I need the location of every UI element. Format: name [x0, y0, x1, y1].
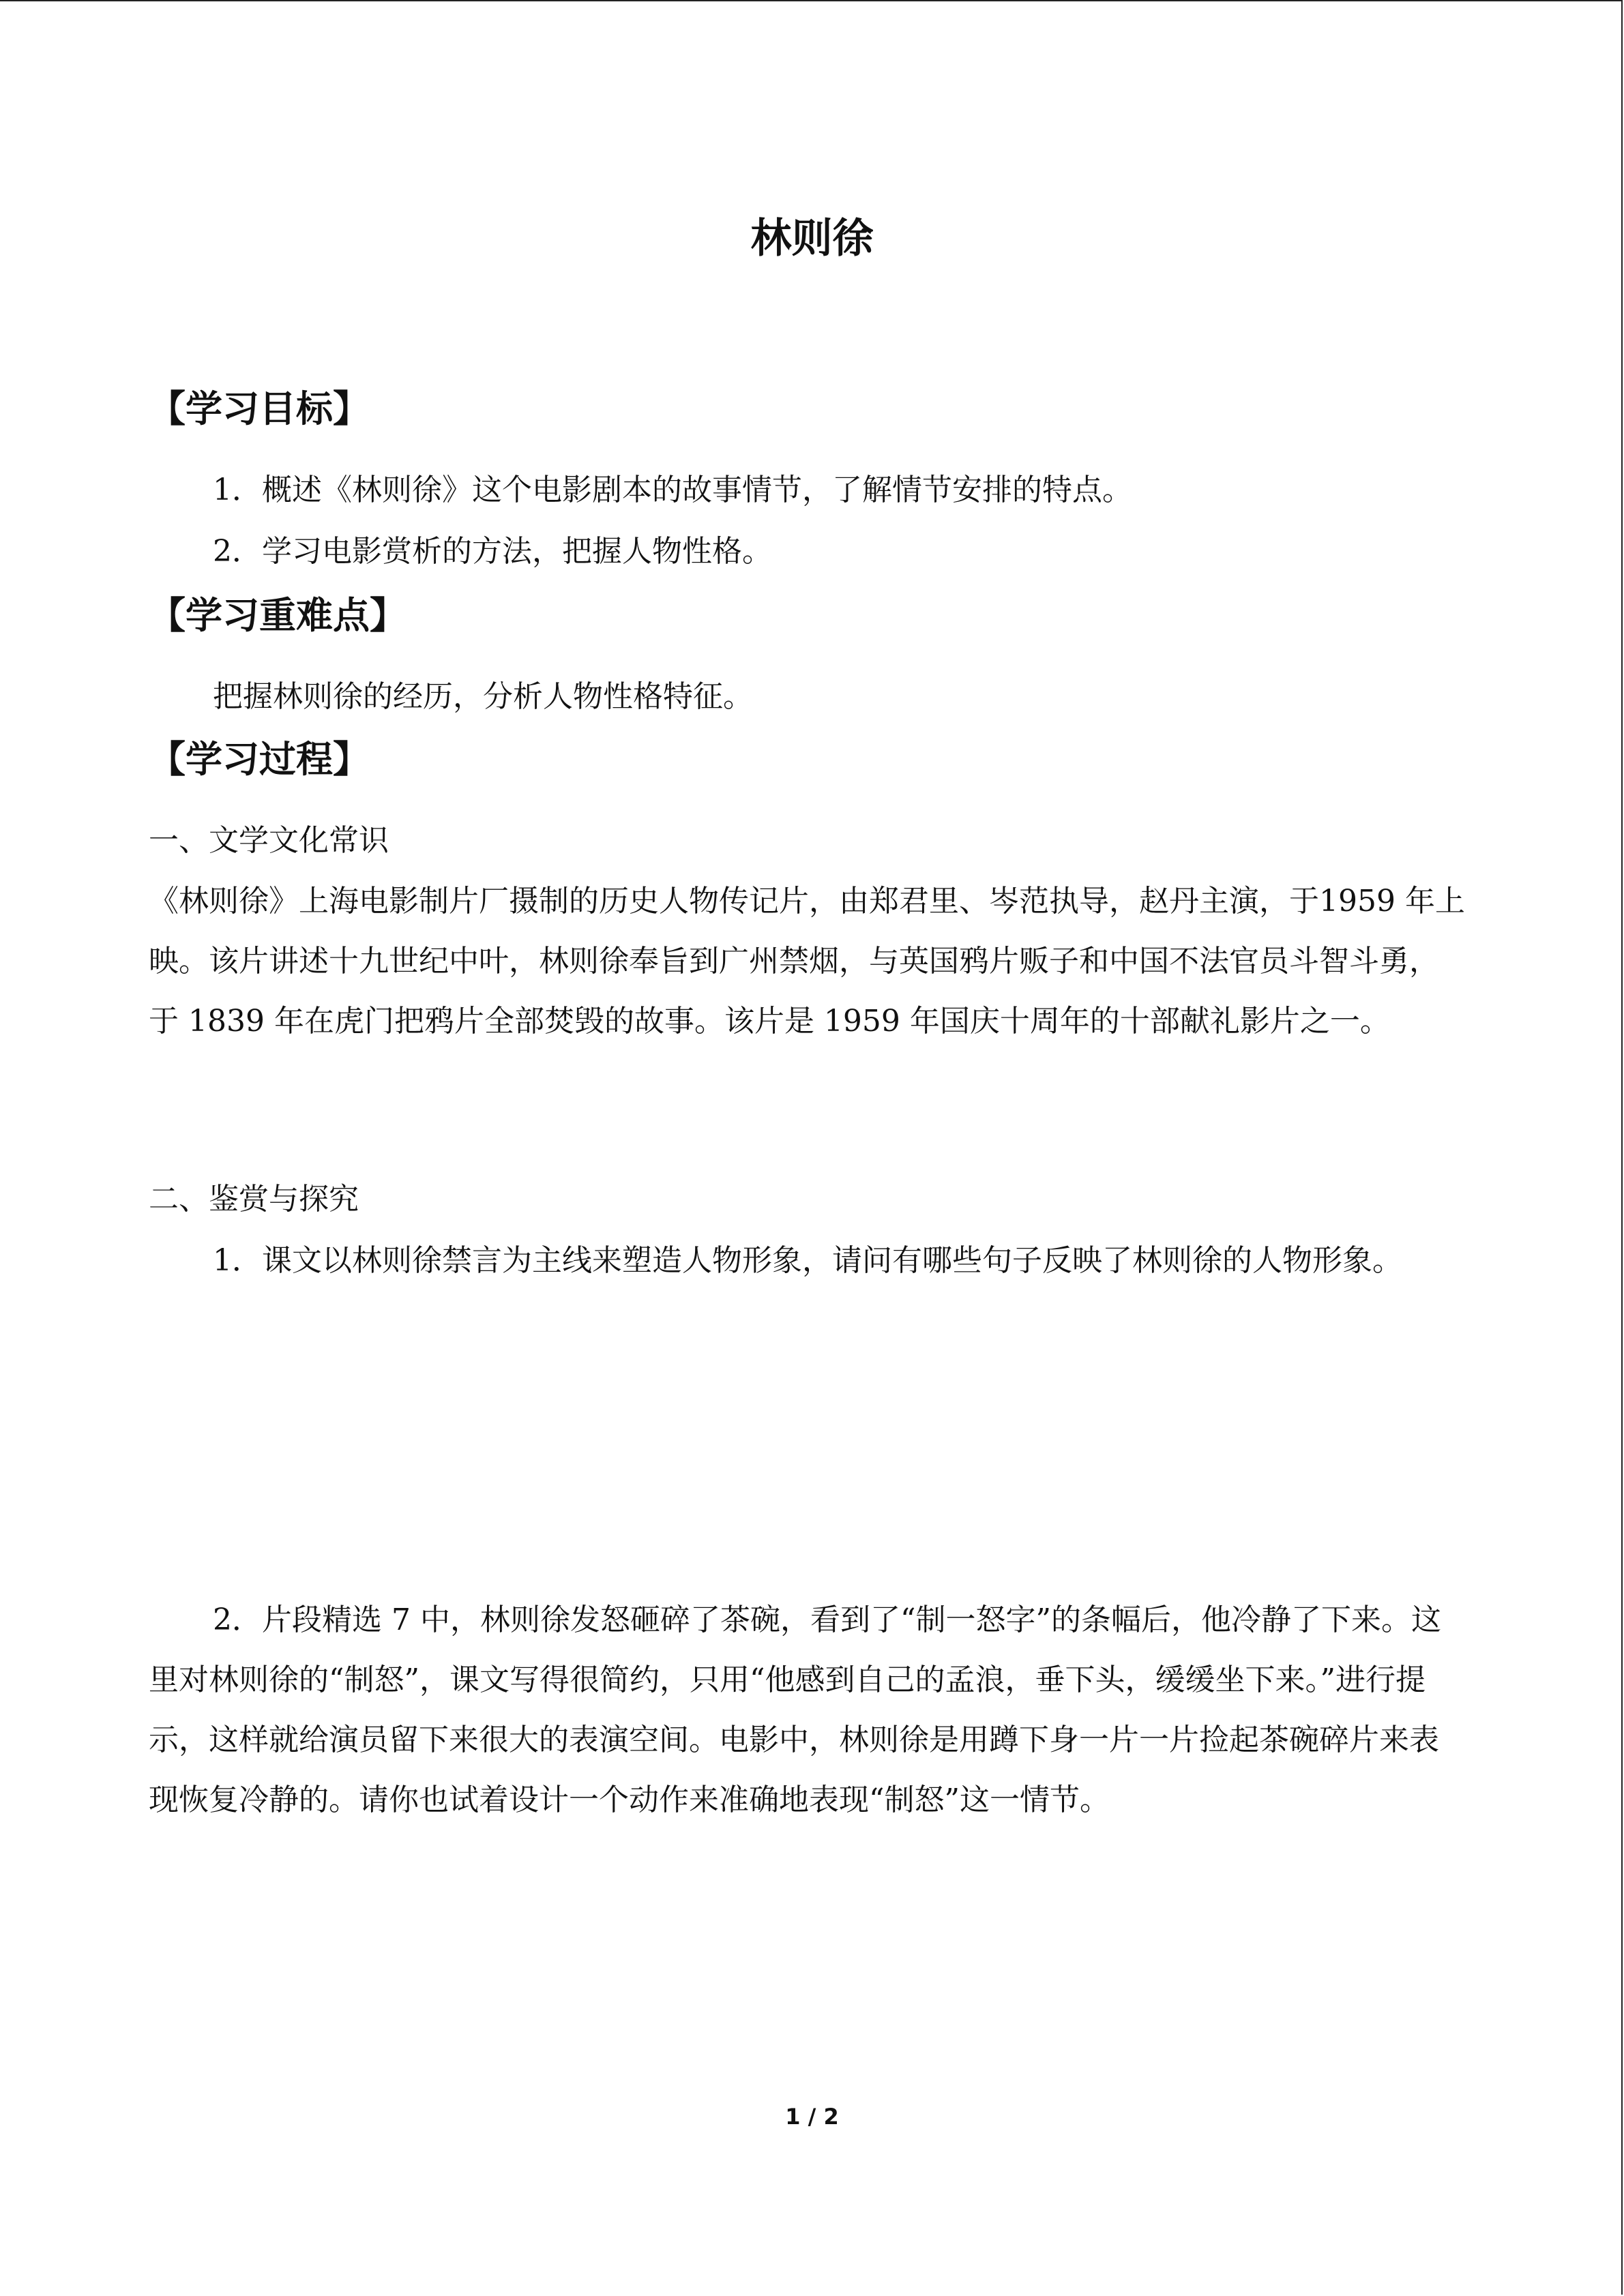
document-title: 林则徐	[750, 215, 874, 263]
part2-title: 二、鉴赏与探究	[149, 1182, 359, 1217]
question-1: 1．课文以林则徐禁言为主线来塑造人物形象，请问有哪些句子反映了林则徐的人物形象。	[213, 1243, 1402, 1278]
objectives-heading: 【学习目标】	[149, 387, 370, 430]
question-2: 2．片段精选 7 中，林则徐发怒砸碎了茶碗，看到了“制一怒字”的条幅后，他冷静了下来。这里对林则徐的“制怒”，课文写得很简约，只用“他感到自己的孟浪，垂下头，缓缓坐下来。”进行提示，这样就给演员留下来很大的表演空间。电影中，林则徐是用蹲下身一片一片捡起茶碗碎片来表现恢复冷静的。请你也试着设计一个动作来准确地表现“制怒”这一情节。	[149, 1602, 1441, 1817]
part1-text: 《林则徐》上海电影制片厂摄制的历史人物传记片，由郑君里、岑范执导，赵丹主演，于1959 年上映。该片讲述十九世纪中叶，林则徐奉旨到广州禁烟，与英国鸦片贩子和中国不法官员斗智斗勇，于 1839 年在虎门把鸦片全部焚毁的故事。该片是 1959 年国庆十周年的十部献礼影片之一。	[149, 884, 1465, 1039]
key-points-heading: 【学习重难点】	[149, 594, 407, 637]
objective-item-2: 2．学习电影赏析的方法，把握人物性格。	[213, 534, 772, 569]
key-points-text: 把握林则徐的经历，分析人物性格特征。	[213, 679, 753, 714]
objective-item-1: 1．概述《林则徐》这个电影剧本的故事情节，了解情节安排的特点。	[213, 473, 1132, 507]
process-heading: 【学习过程】	[149, 738, 370, 781]
part1-title: 一、文学文化常识	[149, 823, 389, 858]
page-number: 1 / 2	[785, 2104, 839, 2130]
